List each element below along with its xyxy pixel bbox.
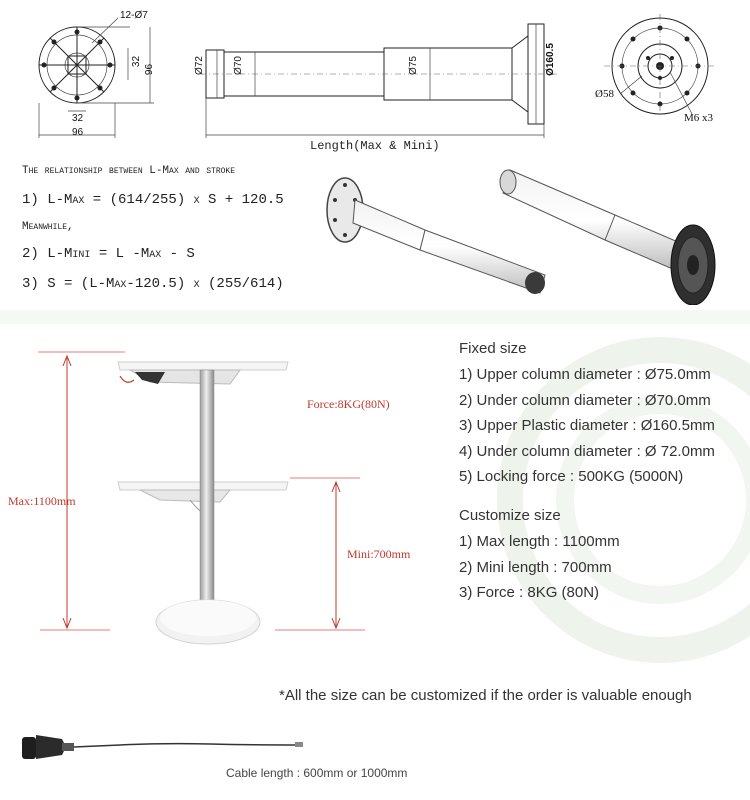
column-3d-render [315,155,745,305]
d58-label: Ø58 [595,88,614,100]
fixed-item-1: 1) Upper column diameter : Ø75.0mm [459,366,711,383]
formula-3: 3) S = (L-Max-120.5) x (255/614) [22,276,284,292]
fixed-item-5: 5) Locking force : 500KG (5000N) [459,468,684,485]
holes-label: 12-Ø7 [120,10,148,21]
d1605-label: Ø160.5 [544,43,556,76]
d70-label: Ø70 [232,56,244,75]
fixed-item-3: 3) Upper Plastic diameter : Ø160.5mm [459,417,715,434]
flange-bottom-view-drawing [590,14,750,129]
custom-item-3: 3) Force : 8KG (80N) [459,584,600,601]
fixed-size-title: Fixed size [459,340,527,357]
formula-1: 1) L-Max = (614/255) x S + 120.5 [22,192,284,208]
d72-label: Ø72 [193,56,205,75]
w32-label: 32 [72,113,84,124]
mini-label: Mini:700mm [347,547,411,561]
fixed-item-2: 2) Under column diameter : Ø70.0mm [459,392,711,409]
force-label: Force:8KG(80N) [307,397,390,411]
fixed-item-4: 4) Under column diameter : Ø 72.0mm [459,443,715,460]
h32-label: 32 [131,55,143,68]
m6-label: M6 x3 [684,112,714,124]
customization-note: *All the size can be customized if the order is valuable enough [279,687,692,704]
customize-size-title: Customize size [459,507,561,524]
h96-label: 96 [144,63,156,76]
formula-title: The relationship between L-Max and stroke [22,165,236,177]
column-side-view-drawing [190,20,570,145]
d75-label: Ø75 [407,56,419,75]
w96-label: 96 [72,127,84,138]
formula-2: 2) L-Mini = L -Max - S [22,246,195,262]
length-label: Length(Max & Mini) [310,139,440,153]
formula-meanwhile: Meanwhile, [22,221,74,233]
custom-item-1: 1) Max length : 1100mm [459,533,620,550]
max-label: Max:1100mm [8,494,76,508]
flange-top-view-drawing [30,8,160,140]
cable-length-label: Cable length : 600mm or 1000mm [226,766,408,780]
custom-item-2: 2) Mini length : 700mm [459,559,612,576]
table-photo [30,350,390,650]
